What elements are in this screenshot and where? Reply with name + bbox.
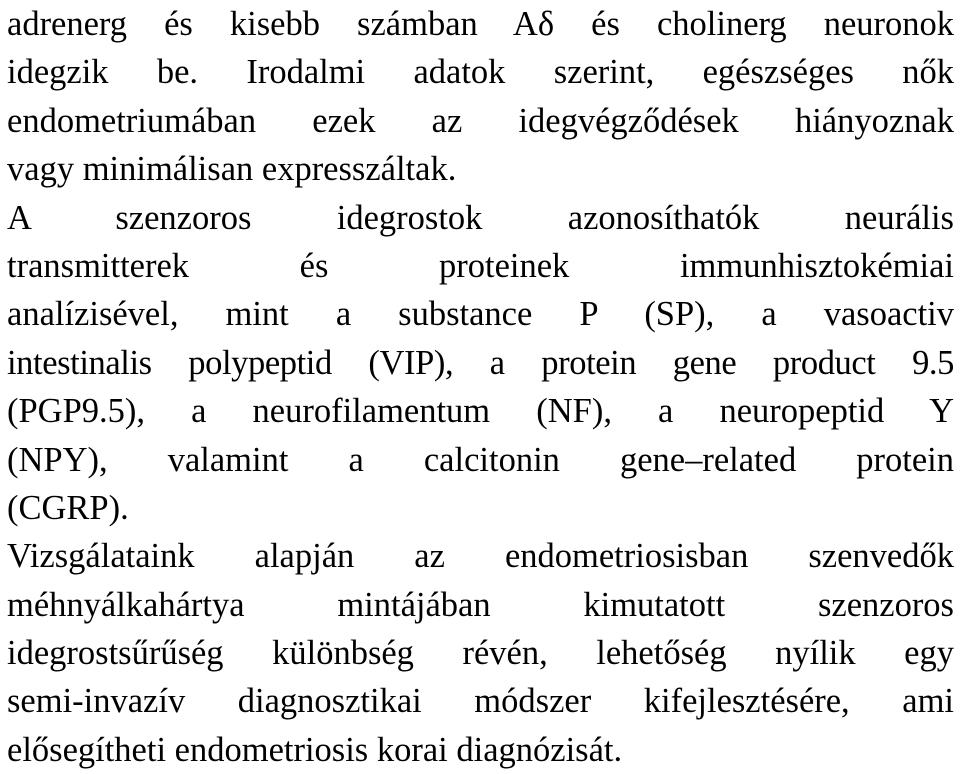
paragraph-1 (7, 0, 954, 194)
text-line: (NPY), valamint a calcitonin gene–related protein (7, 440, 954, 479)
paragraph-2 (7, 194, 954, 533)
text-line: (CGRP). (7, 488, 129, 527)
text-line: endometriumában ezek az idegvégződések hiányoznak (7, 101, 954, 140)
text-line: transmitterek és proteinek immunhisztokémiai (7, 246, 954, 285)
paragraph-3 (7, 532, 954, 774)
text-line: A szenzoros idegrostok azonosíthatók neurális (7, 198, 954, 237)
text-line: (PGP9.5), a neurofilamentum (NF), a neuropeptid Y (7, 392, 954, 431)
text-line: analízisével, mint a substance P (SP), a vasoactiv (7, 295, 954, 334)
text-line: semi-invazív diagnosztikai módszer kifejlesztésére, ami (7, 682, 954, 721)
text-line: adrenerg és kisebb számban Aδ és cholinerg neuronok (7, 5, 954, 43)
text-line: idegzik be. Irodalmi adatok szerint, egészséges nők (7, 53, 954, 92)
text-line: méhnyálkahártya mintájában kimutatott szenzoros (7, 585, 954, 624)
text-line: idegrostsűrűség különbség révén, lehetőség nyílik egy (7, 634, 954, 673)
text-line: intestinalis polypeptid (VIP), a protein gene product 9.5 (7, 343, 954, 382)
text-line: elősegítheti endometriosis korai diagnózisát. (7, 730, 623, 769)
text-line: vagy minimálisan expresszáltak. (7, 150, 457, 189)
text-line: Vizsgálataink alapján az endometriosisban szenvedők (7, 537, 954, 576)
